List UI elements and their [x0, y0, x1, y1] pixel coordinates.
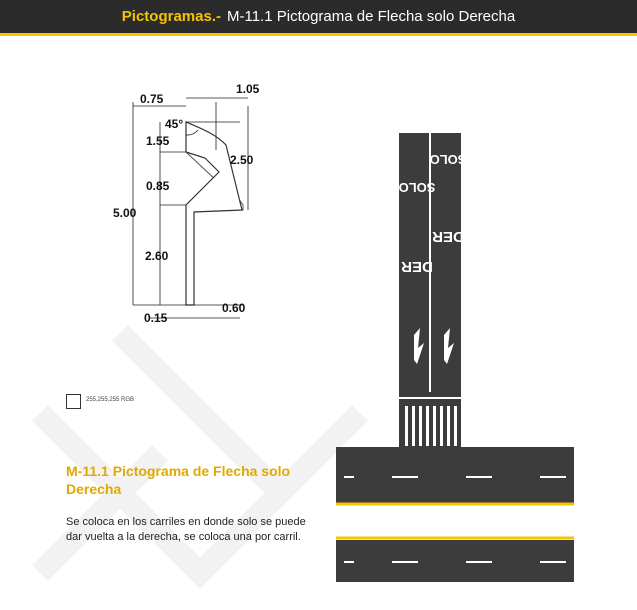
arrow-shape — [186, 122, 242, 305]
color-swatch-label: 255,255,255 RGB — [86, 397, 135, 403]
description-text: Se coloca en los carriles en donde solo se puede dar vuelta a la derecha, se coloca una por carril. — [66, 516, 306, 543]
section-label: Pictogramas.- — [121, 8, 221, 25]
dim-105: 1.05 — [236, 82, 260, 96]
road-text-der-right: DER — [432, 228, 464, 245]
dim-085: 0.85 — [146, 179, 170, 193]
road-text-solo-right: SOLO — [429, 152, 467, 167]
page-title: M-11.1 Pictograma de Flecha solo Derecha — [227, 8, 516, 25]
dim-angle: 45° — [165, 117, 184, 131]
dim-060: 0.60 — [222, 301, 246, 315]
arrow-technical-drawing — [113, 82, 260, 325]
road-text-solo-left: SOLO — [398, 180, 436, 195]
dim-250: 2.50 — [230, 153, 254, 167]
dim-075: 0.75 — [140, 92, 164, 106]
dim-015: 0.15 — [144, 311, 168, 325]
road-text-der-left: DER — [401, 258, 433, 275]
dim-155: 1.55 — [146, 134, 170, 148]
dim-260: 2.60 — [145, 249, 169, 263]
section-heading: M-11.1 Pictograma de Flecha solo Derecha — [66, 463, 291, 497]
color-swatch — [66, 394, 81, 409]
dim-500: 5.00 — [113, 206, 137, 220]
road-illustration — [336, 133, 574, 582]
